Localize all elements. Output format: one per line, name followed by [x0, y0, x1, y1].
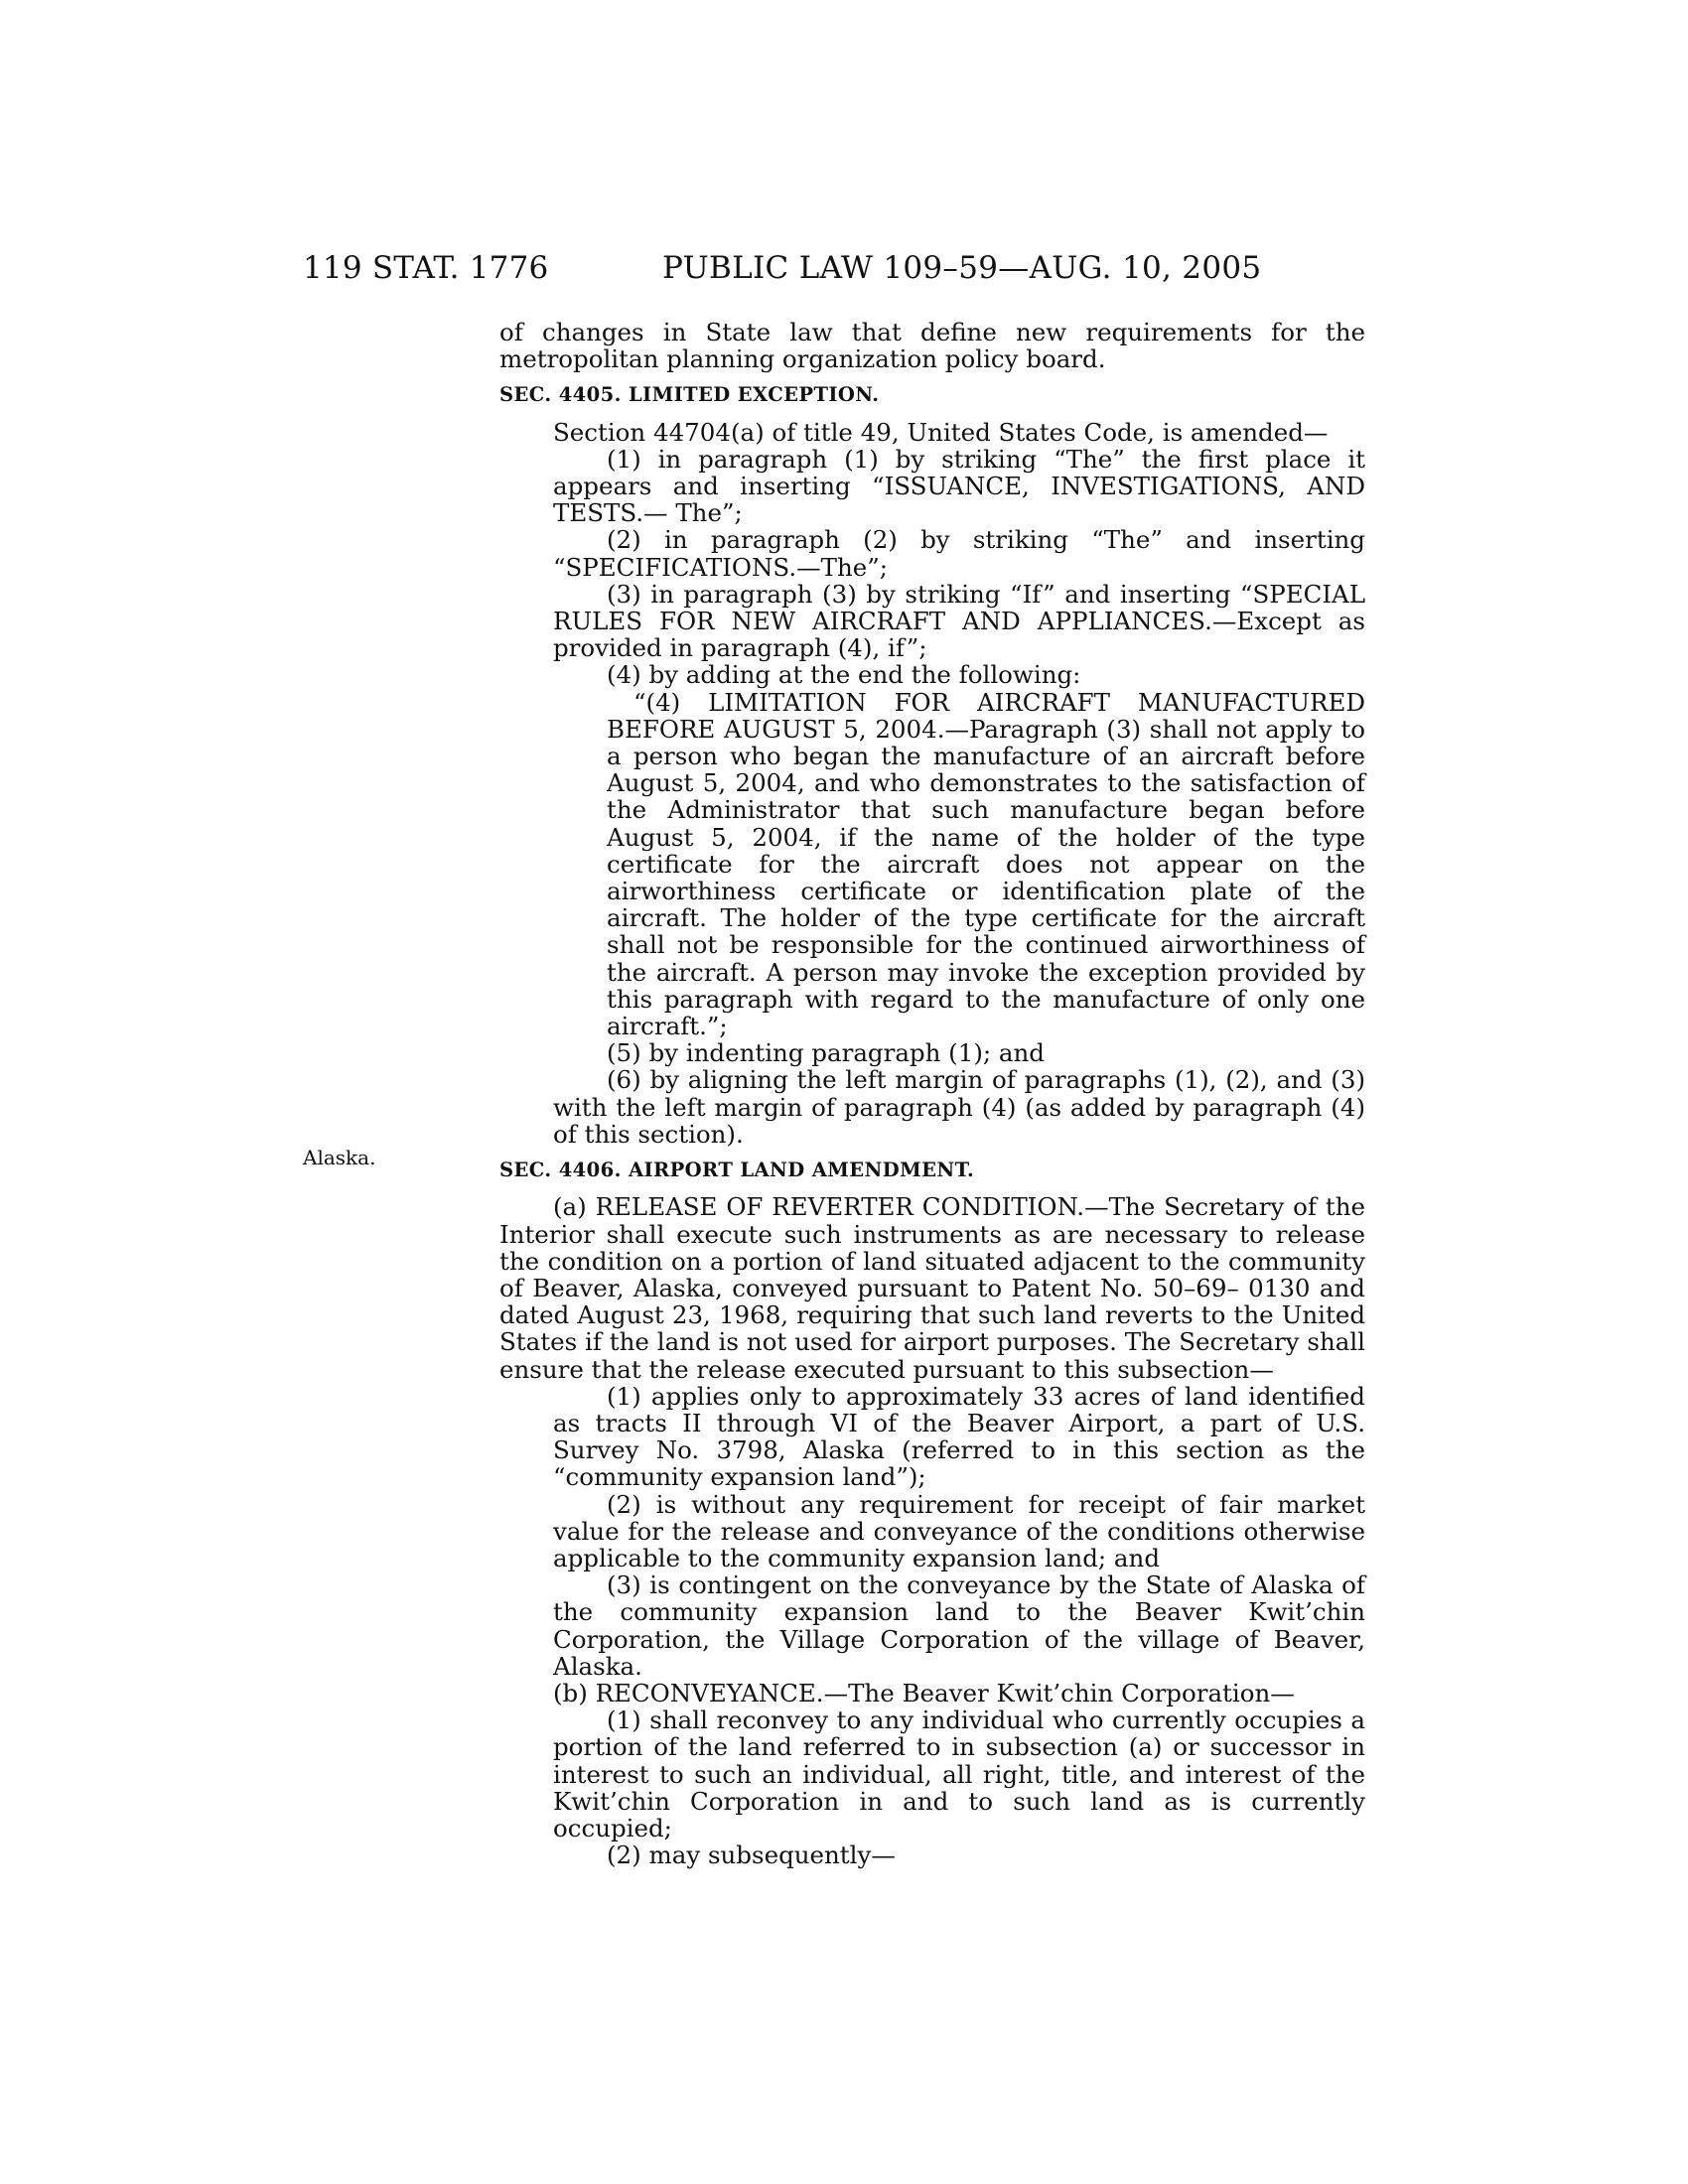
list-item: (1) in paragraph (1) by striking “The” the first place it appears and inserting “ISSUANCE, INVESTIGATIONS, AND TESTS.— The”; [553, 444, 1365, 528]
list-item: (3) in paragraph (3) by striking “If” and inserting “SPECIAL RULES FOR NEW AIRCRAFT AND APPLIANCES.—Except as provided in paragraph (4), if”; [553, 579, 1365, 663]
quoted-paragraph: “(4) LIMITATION FOR AIRCRAFT MANUFACTURED BEFORE AUGUST 5, 2004.—Paragraph (3) shall not apply to a person who began the manufacture of an aircraft before August 5, 2004, and who demonstrates to the satisfaction of the Administrator that such manufacture began before August 5, 2004, if the name of the holder of the type certificate for the aircraft does not appear on the airworthiness certificate or identification plate of the aircraft. The holder of the type certificate for the aircraft shall not be responsible for the continued airworthiness of the aircraft. A person may invoke the exception provided by this paragraph with regard to the manufacture of only one aircraft.”; [607, 687, 1365, 1041]
list-item: (4) by adding at the end the following: [607, 660, 1081, 690]
paragraph: of changes in State law that define new requirements for the metropolitan planning organization policy board. [499, 318, 1365, 374]
statute-citation: 119 STAT. 1776 [303, 250, 549, 286]
list-item: (6) by aligning the left margin of paragraphs (1), (2), and (3) with the left margin of paragraph (4) (as added by paragraph (4) of this section). [553, 1065, 1365, 1149]
running-header: PUBLIC LAW 109–59—AUG. 10, 2005 [662, 250, 1262, 286]
list-item: (5) by indenting paragraph (1); and [607, 1038, 1045, 1068]
list-item: (2) in paragraph (2) by striking “The” and inserting “SPECIFICATIONS.—The”; [553, 525, 1365, 582]
paragraph: Section 44704(a) of title 49, United States Code, is amended— [553, 417, 1329, 447]
document-body [499, 319, 1365, 1868]
subsection: (a) RELEASE OF REVERTER CONDITION.—The Secretary of the Interior shall execute such instruments as are necessary to release the condition on a portion of land situated adjacent to the community of Beaver, Alaska, conveyed pursuant to Patent No. 50–69– 0130 and dated August 23, 1968, requiring that such land reverts to the United States if the land is not used for airport purposes. The Secretary shall ensure that the release executed pursuant to this subsection— [499, 1192, 1365, 1384]
list-item: (2) is without any requirement for receipt of fair market value for the release and conveyance of the conditions otherwise applicable to the community expansion land; and [553, 1489, 1365, 1572]
section-heading-4406: SEC. 4406. AIRPORT LAND AMENDMENT. [499, 1159, 975, 1182]
section-heading-4405: SEC. 4405. LIMITED EXCEPTION. [499, 383, 880, 407]
list-item: (2) may subsequently— [607, 1841, 896, 1870]
list-item: (1) applies only to approximately 33 acres of land identified as tracts II through VI of the Beaver Airport, a part of U.S. Survey No. 3798, Alaska (referred to in this section as the “community expansion land”); [553, 1381, 1365, 1492]
list-item: (3) is contingent on the conveyance by the State of Alaska of the community expansion land to the Beaver Kwit’chin Corporation, the Village Corporation of the village of Beaver, Alaska. [553, 1570, 1365, 1681]
list-item: (1) shall reconvey to any individual who currently occupies a portion of the land referred to in subsection (a) or successor in interest to such an individual, all right, title, and interest of the Kwit’chin Corporation in and to such land as is currently occupied; [553, 1706, 1365, 1843]
margin-note: Alaska. [303, 1146, 376, 1169]
subsection: (b) RECONVEYANCE.—The Beaver Kwit’chin Corporation— [553, 1678, 1295, 1707]
